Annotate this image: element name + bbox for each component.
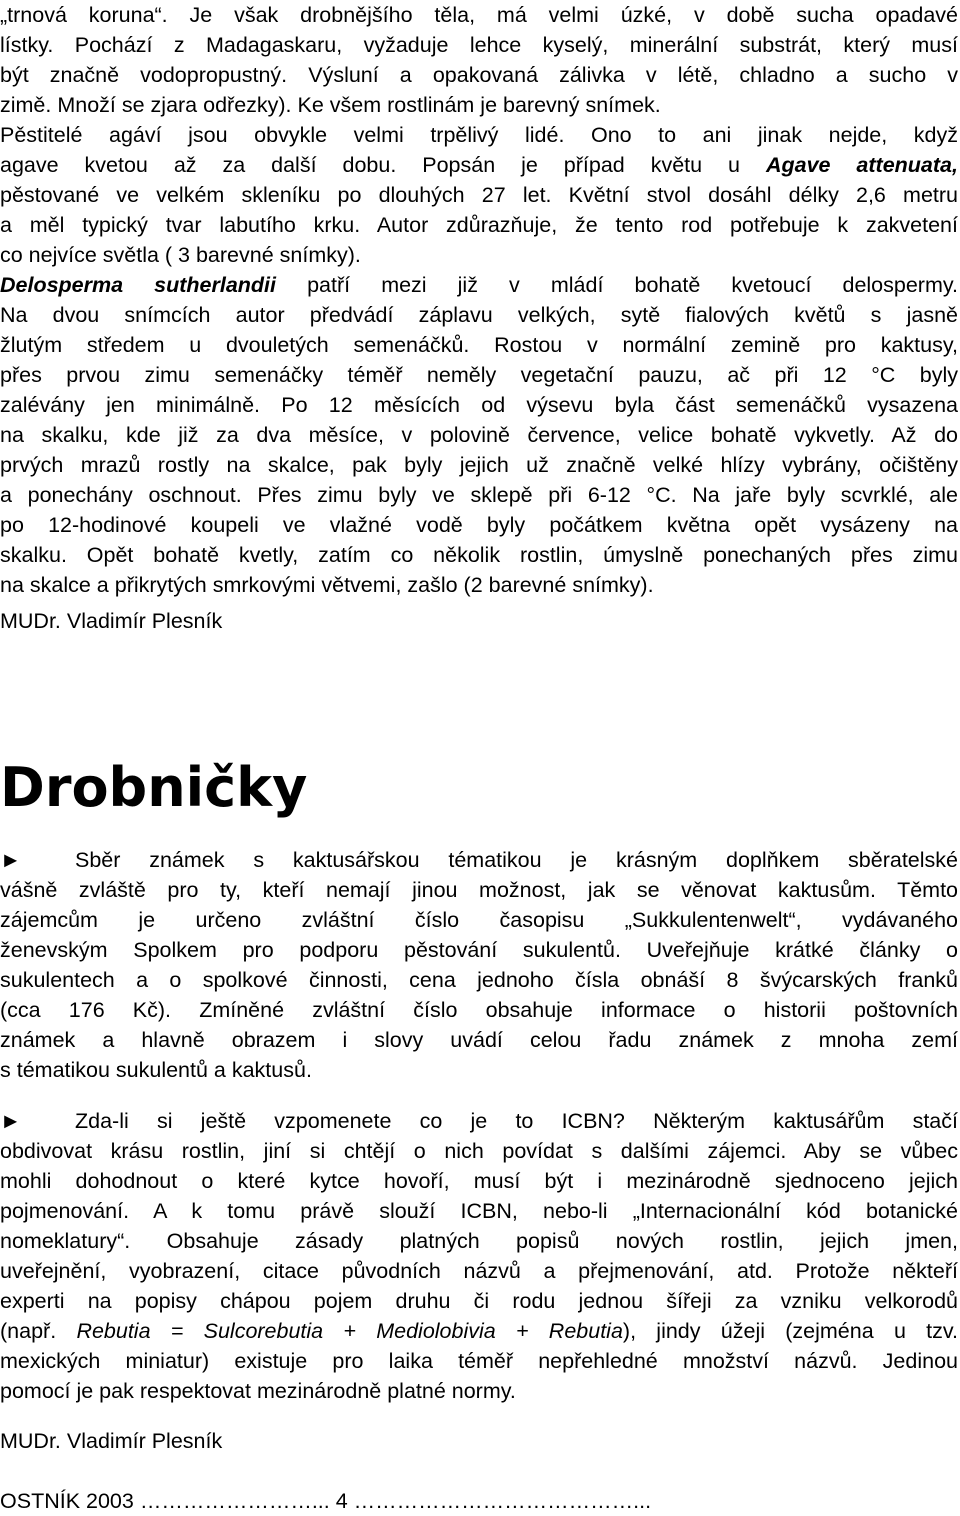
text-line: nomeklatury“. Obsahuje zásady platných popisů nových rostlin, jejich jmen, [0, 1229, 958, 1253]
genus-example: Rebutia = Sulcorebutia + Mediolobivia + Rebutia [76, 1319, 623, 1343]
text-line: zájemcům je určeno zvláštní číslo časopisu „Sukkulentenwelt“, vydávaného [0, 908, 958, 932]
text-line: prvých mrazů rostly na skalce, pak byly jejich už značně velké hlízy vybrány, očištěny [0, 453, 958, 477]
text-line: mexických miniatur) existuje pro laika téměř nepřehledné množství názvů. Jedinou [0, 1349, 958, 1373]
text-line: s tématikou sukulentů a kaktusů. [0, 1058, 312, 1082]
text-line: a ponechány oschnout. Přes zimu byly ve sklepě při 6-12 °C. Na jaře byly scvrklé, ale [0, 483, 958, 507]
text-line: co nejvíce světla ( 3 barevné snímky). [0, 243, 361, 267]
text-line: skalku. Opět bohatě kvetly, zatím co několik rostlin, úmyslně ponechaných přes zimu [0, 543, 958, 567]
text-line: lístky. Pochází z Madagaskaru, vyžaduje lehce kyselý, minerální substrát, který musí [0, 33, 958, 57]
text-line [0, 150, 958, 180]
text-line: uveřejnění, vyobrazení, citace původních názvů a přejmenování, atd. Protože někteří [0, 1259, 958, 1283]
text-line: (cca 176 Kč). Zmíněné zvláštní číslo obsahuje informace o historii poštovních [0, 998, 958, 1022]
text-line: na skalku, kde již za dva měsíce, v polovině července, velice bohatě vykvetly. Až do [0, 423, 958, 447]
text-line: pěstované ve velkém skleníku po dlouhých 27 let. Květní stvol dosáhl délky 2,6 metru [0, 183, 958, 207]
text-line: mohli dohodnout o které kytce hovoří, musí být i mezinárodně sjednoceno jejich [0, 1169, 958, 1193]
section-title: Drobničky [0, 756, 308, 819]
page-number: 4 [335, 1489, 348, 1513]
text-line: a měl typický tvar labutího krku. Autor zdůrazňuje, že tento rod potřebuje k zakvetení [0, 213, 958, 237]
text-run: Zda-li si ještě vzpomenete co je to ICBN? Některým kaktusářům stačí [75, 1109, 958, 1133]
text-line [0, 1106, 958, 1136]
text-line: žlutým středem u dvouletých semenáčků. Rostou v normální zemině pro kaktusy, [0, 333, 958, 357]
text-line: zimě. Množí se zjara odřezky). Ke všem rostlinám je barevný snímek. [0, 93, 661, 117]
bullet-arrow-icon: ► [0, 848, 22, 872]
text-run: (např. [0, 1319, 77, 1343]
author-signature: MUDr. Vladimír Plesník [0, 1429, 223, 1453]
text-line: přes prvou zimu semenáčky téměř neměly vegetační pauzu, ač při 12 °C byly [0, 363, 958, 387]
text-line: vášně zvláště pro ty, kteří nemají jinou možnost, jak se věnovat kaktusům. Těmto [0, 878, 958, 902]
text-line: Pěstitelé agáví jsou obvykle velmi trpělivý lidé. Ono to ani jinak nejde, když [0, 123, 958, 147]
species-name-agave: Agave attenuata, [765, 153, 958, 177]
species-name-delosperma: Delosperma sutherlandii [0, 273, 277, 297]
text-line: pojmenování. A k tomu právě slouží ICBN, nebo-li „Internacionální kód botanické [0, 1199, 958, 1223]
text-line: experti na popisy chápou pojem druhu či rodu jednou šířeji za vzniku velkorodů [0, 1289, 958, 1313]
text-line: po 12-hodinové koupeli ve vlažné vodě byly počátkem května opět vysázeny na [0, 513, 958, 537]
author-signature: MUDr. Vladimír Plesník [0, 609, 223, 633]
text-line: pomocí je pak respektovat mezinárodně platné normy. [0, 1379, 516, 1403]
text-run: Sběr známek s kaktusářskou tématikou je krásným doplňkem sběratelské [75, 848, 958, 872]
text-line: známek a hlavně obrazem i slovy uvádí celou řadu známek z mnoha zemí [0, 1028, 958, 1052]
magazine-name: OSTNÍK 2003 [0, 1489, 134, 1513]
text-line: Na dvou snímcích autor předvádí záplavu velkých, sytě fialových květů s jasně [0, 303, 958, 327]
footer-dots: …………………………………... [347, 1489, 652, 1513]
text-line: sukulentech a o spolkové činnosti, cena jednoho čísla obnáší 8 švýcarských franků [0, 968, 958, 992]
text-line: zalévány jen minimálně. Po 12 měsících od výsevu byla část semenáčků vysazena [0, 393, 958, 417]
text-line: být značně vodopropustný. Výsluní a opakovaná zálivka v létě, chladno a sucho v [0, 63, 958, 87]
footer-dots: ……………………... [133, 1489, 336, 1513]
text-run: agave kvetou až za další dobu. Popsán je případ květu u [0, 153, 766, 177]
bullet-arrow-icon: ► [0, 1109, 22, 1133]
text-line [0, 270, 958, 300]
text-line [0, 1316, 958, 1346]
text-line: „trnová koruna“. Je však drobnějšího těla, má velmi úzké, v době sucha opadavé [0, 3, 958, 27]
page-footer [0, 1486, 651, 1516]
text-line [0, 845, 958, 875]
text-line: obdivovat krásu rostlin, jiní si chtějí o nich povídat s dalšími zájemci. Aby se vůbec [0, 1139, 958, 1163]
text-line: na skalce a přikrytých smrkovými větvemi, zašlo (2 barevné snímky). [0, 573, 654, 597]
text-line: ženevským Spolkem pro podporu pěstování sukulentů. Uveřejňuje krátké články o [0, 938, 958, 962]
text-run: ), jindy úžeji (zejména u tzv. [622, 1319, 958, 1343]
text-run: patří mezi již v mládí bohatě kvetoucí delospermy. [276, 273, 958, 297]
